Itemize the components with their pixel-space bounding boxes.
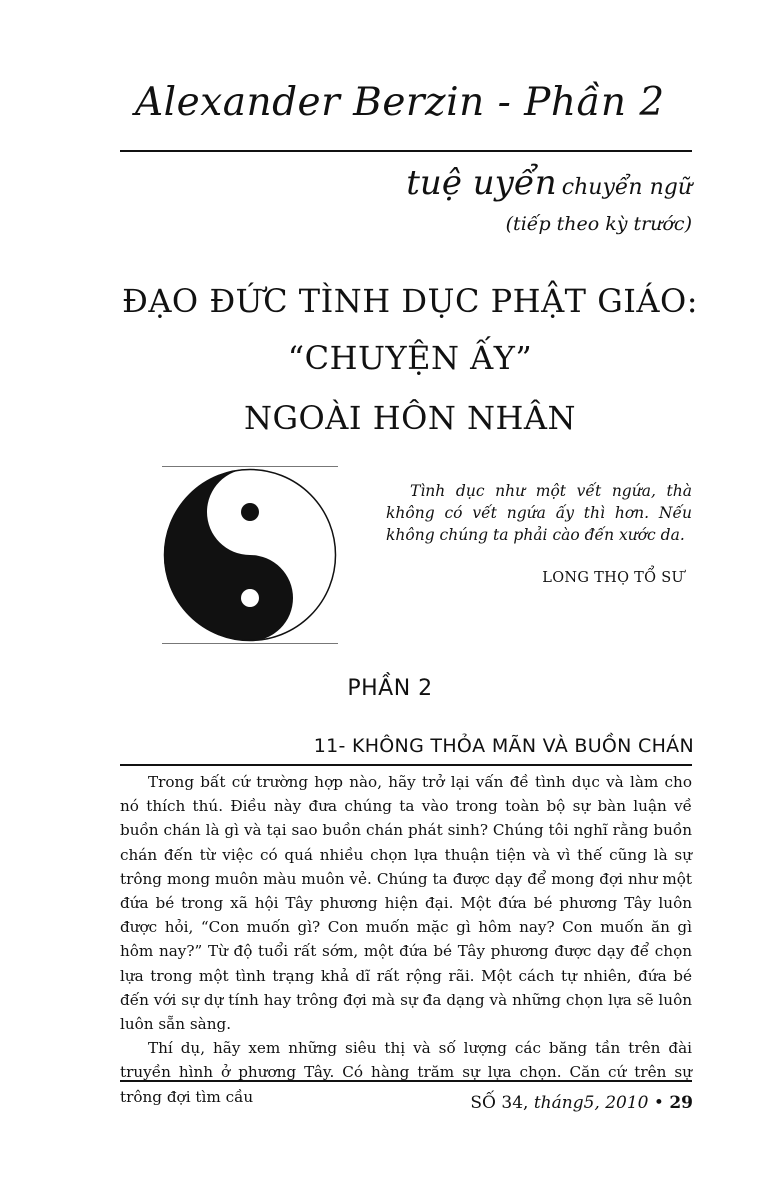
page-number: 29	[669, 1093, 693, 1113]
issue-date: tháng5, 2010	[533, 1093, 649, 1113]
translator-role: chuyển ngữ	[561, 175, 692, 200]
continued-note: (tiếp theo kỳ trước)	[505, 213, 692, 235]
body-paragraph-1: Trong bất cứ trường hợp nào, hãy trở lại vấn đề tình dục và làm cho nó thích thú. Điều này đưa chúng ta vào trong toàn bộ sự bàn luận về buồn chán là gì và tại sao buồn chán phát sinh? Chúng tôi nghĩ rằng buồn chán đến từ việc có quá nhiều chọn lựa thuận tiện và vì thế cũng là sự trông mong muôn màu muôn vẻ. Chúng ta được dạy để mong đợi như một đứa bé trong xã hội Tây phương hiện đại. Một đứa bé phương Tây luôn được hỏi, “Con muốn gì? Con muốn mặc gì hôm nay? Con muốn ăn gì hôm nay?” Từ độ tuổi rất sớm, một đứa bé Tây phương được dạy để chọn lựa trong một tình trạng khả dĩ rất rộng rãi. Một cách tự nhiên, đứa bé đến với sự dự tính hay trông đợi mà sự đa dạng và những chọn lựa sẽ luôn luôn sẵn sàng.	[120, 773, 692, 1034]
top-divider	[120, 150, 692, 152]
page-footer	[470, 1093, 693, 1113]
translator-name: tuệ uyển	[406, 163, 557, 203]
article-title-line-1: ĐẠO ĐỨC TÌNH DỤC PHẬT GIÁO:	[121, 282, 699, 320]
section-heading: 11- KHÔNG THỎA MÃN VÀ BUỒN CHÁN	[313, 735, 694, 757]
issue-number: SỐ 34,	[470, 1093, 529, 1113]
yin-yang-icon	[163, 468, 337, 642]
article-title-line-3: NGOÀI HÔN NHÂN	[243, 399, 577, 437]
translator-line	[406, 163, 692, 203]
author-heading: Alexander Berzin - Phần 2	[135, 80, 665, 125]
footer-divider	[120, 1080, 692, 1082]
epigraph-quote: Tình dục như một vết ngứa, thà không có vết ngứa ấy thì hơn. Nếu không chúng ta phải cào đến xước da.	[386, 482, 692, 544]
image-top-rule	[162, 466, 338, 467]
section-divider	[120, 764, 692, 766]
article-title-line-2: “CHUYỆN ẤY”	[287, 339, 533, 377]
image-bottom-rule	[162, 643, 338, 644]
epigraph-author: LONG THỌ TỔ SƯ	[542, 570, 684, 586]
body-paragraph-2: Thí dụ, hãy xem những siêu thị và số lượng các băng tần trên đài truyền hình ở phương Tây. Có hàng trăm sự lựa chọn. Căn cứ trên sự trông đợi tìm cầu	[120, 1039, 692, 1106]
article-body	[120, 770, 692, 1109]
part-heading: PHẦN 2	[347, 676, 433, 701]
footer-bullet: •	[653, 1093, 664, 1113]
